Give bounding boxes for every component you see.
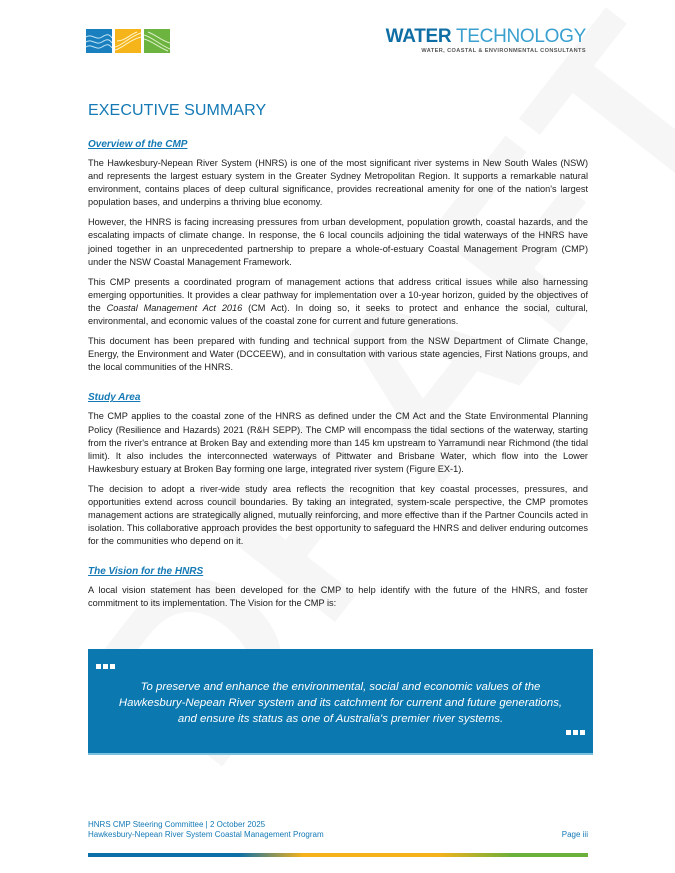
footer-program-title: Hawkesbury-Nepean River System Coastal Management Program — [88, 830, 324, 839]
act-title: Coastal Management Act 2016 — [106, 302, 243, 313]
environment-tile-icon — [144, 29, 170, 53]
footer-committee-date: HNRS CMP Steering Committee | 2 October 2025 — [88, 820, 266, 829]
water-tile-icon — [86, 29, 112, 53]
open-quote-squares-icon — [96, 664, 115, 669]
section-heading-study-area: Study Area — [88, 392, 141, 404]
vision-statement — [88, 679, 593, 727]
page-number: Page iii — [561, 830, 588, 839]
paragraph: The decision to adopt a river-wide study area reflects the recognition that key coastal processes, pressures, and opportunities extend across council boundaries. By taking an integrated, system-scale perspective, the CMP promotes management actions are strategically aligned, mutually reinforcing, and more effective than if the Partner Councils acted in isolation. This collaborative approach provides the best opportunity to safeguard the HNRS and deliver enduring outcomes for the communities who depend on it. — [88, 483, 588, 547]
vision-line: and ensure its status as one of Australia's premier river systems. — [177, 713, 504, 725]
paragraph — [88, 276, 588, 328]
brand-name-light: TECHNOLOGY — [455, 26, 586, 47]
paragraph-text: This CMP presents a coordinated program of management actions that address critical issues while also harnessing emerging opportunities. It provides a clear pathway for implementation over a 10-year horizon, guided by the objectives of the — [88, 276, 588, 313]
paragraph: The CMP applies to the coastal zone of the HNRS as defined under the CM Act and the State Environmental Planning Policy (Resilience and Hazards) 2021 (R&H SEPP). The CMP will encompass the tidal sections of the waterway, starting from the river's entrance at Broken Bay and extending more than 145 km upstream to Yarramundi near Richmond (the tidal limit). It also includes the interconnected waterways of Pittwater and Brisbane Water, which flow into the Lower Hawkesbury estuary at Broken Bay forming one large, integrated river system (Figure EX-1). — [88, 411, 588, 474]
close-quote-squares-icon — [566, 730, 585, 735]
section-heading-vision: The Vision for the HNRS — [88, 566, 204, 578]
water-technology-logo-tiles — [86, 29, 170, 53]
page-footer — [88, 820, 588, 840]
footer-color-bar — [88, 853, 588, 857]
vision-line: Hawkesbury-Nepean River system and its catchment for current and future generations, — [118, 697, 563, 709]
paragraph: However, the HNRS is facing increasing pressures from urban development, population growth, coastal hazards, and the escalating impacts of climate change. In response, the 6 local councils adjoining the tidal waterways of the HNRS have joined together in an unprecedented partnership to prepare a whole-of-estuary Coastal Management Program (CMP) under the NSW Coastal Management Framework. — [88, 217, 588, 267]
paragraph-text: (CM Act). In doing so, it seeks to protect and enhance the social, cultural, environmental, and economic values of the coastal zone for current and future generations. — [88, 302, 588, 327]
brand-tagline: WATER, COASTAL & ENVIRONMENTAL CONSULTANTS — [421, 48, 586, 54]
water-technology-brand — [386, 27, 586, 54]
document-body — [88, 102, 588, 611]
vision-line: To preserve and enhance the environmental, social and economic values of the — [140, 681, 541, 693]
page-title: EXECUTIVE SUMMARY — [88, 102, 267, 119]
brand-name-bold: WATER — [385, 26, 452, 47]
coastal-tile-icon — [115, 29, 141, 53]
vision-statement-box — [88, 649, 593, 755]
paragraph: A local vision statement has been developed for the CMP to help identify with the future of the HNRS, and foster commitment to its implementation. The Vision for the CMP is: — [88, 585, 588, 609]
paragraph: The Hawkesbury-Nepean River System (HNRS) is one of the most significant river systems in New South Wales (NSW) and represents the largest estuary system in the Greater Sydney Metropolitan Region. It supports a remarkable natural environment, contains places of deep cultural significance, provides recreational amenity for one of the nation's largest population bases, and underpins a thriving blue economy. — [88, 158, 588, 208]
paragraph: This document has been prepared with funding and technical support from the NSW Department of Climate Change, Energy, the Environment and Water (DCCEEW), and in consultation with various state agencies, First Nations groups, and the local communities of the HNRS. — [88, 336, 588, 373]
section-heading-overview: Overview of the CMP — [88, 139, 188, 150]
brand-name — [386, 27, 586, 46]
